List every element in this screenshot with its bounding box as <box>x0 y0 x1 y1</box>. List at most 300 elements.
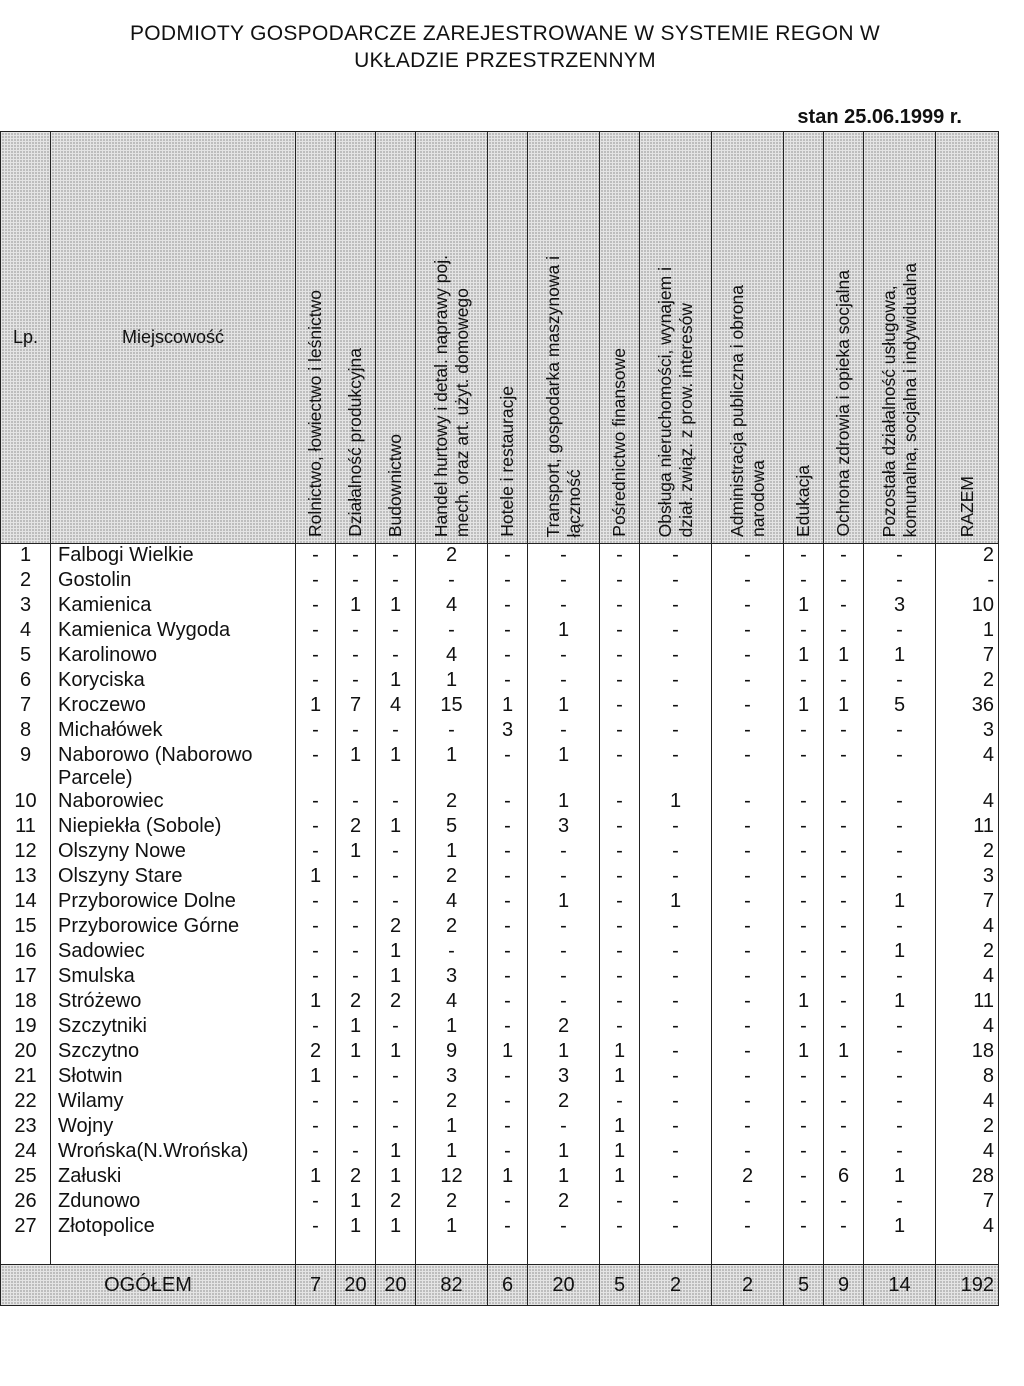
row-lp: 17 <box>1 965 51 990</box>
row-value: - <box>488 594 528 619</box>
column-total: 5 <box>600 1265 640 1306</box>
row-value: - <box>824 1140 864 1165</box>
row-value: - <box>784 669 824 694</box>
date-label: stan 25.06.1999 r. <box>797 106 962 128</box>
title-line-1: PODMIOTY GOSPODARCZE ZAREJESTROWANE W SYSTEMIE REGON W <box>129 22 881 45</box>
row-value: - <box>488 669 528 694</box>
row-value: - <box>640 544 712 570</box>
column-total: 20 <box>336 1265 376 1306</box>
row-value: - <box>712 1190 784 1215</box>
row-value: - <box>712 594 784 619</box>
row-value: - <box>824 1190 864 1215</box>
row-value: 1 <box>864 1165 936 1190</box>
row-value: 1 <box>600 1140 640 1165</box>
row-lp: 11 <box>1 815 51 840</box>
column-total: 9 <box>824 1265 864 1306</box>
row-value: - <box>488 569 528 594</box>
row-total: 2 <box>936 669 999 694</box>
table-row <box>1 1190 999 1215</box>
table-row <box>1 1165 999 1190</box>
row-value: - <box>640 1115 712 1140</box>
row-value: 1 <box>784 694 824 719</box>
row-value: - <box>824 815 864 840</box>
row-value: 1 <box>296 990 336 1015</box>
row-lp: 24 <box>1 1140 51 1165</box>
row-value: 1 <box>416 1015 488 1040</box>
row-place: Szczytno <box>51 1040 296 1065</box>
row-value: - <box>864 815 936 840</box>
row-value: - <box>336 1115 376 1140</box>
row-value: 1 <box>528 790 600 815</box>
row-value: - <box>488 915 528 940</box>
row-place: Olszyny Nowe <box>51 840 296 865</box>
row-value: - <box>600 790 640 815</box>
row-value: - <box>864 744 936 790</box>
spacer-cell <box>936 1240 999 1265</box>
table-row <box>1 544 999 570</box>
row-value: - <box>824 965 864 990</box>
row-total: 8 <box>936 1065 999 1090</box>
row-total: 10 <box>936 594 999 619</box>
row-value: - <box>640 1215 712 1240</box>
row-value: 2 <box>336 1165 376 1190</box>
row-value: 1 <box>416 840 488 865</box>
row-total: 11 <box>936 990 999 1015</box>
row-place: Szczytniki <box>51 1015 296 1040</box>
row-value: - <box>864 865 936 890</box>
header-column-4 <box>416 132 488 544</box>
row-value: 1 <box>824 1040 864 1065</box>
row-value: - <box>824 1115 864 1140</box>
row-value: 1 <box>488 1040 528 1065</box>
row-lp: 14 <box>1 890 51 915</box>
row-place: Smulska <box>51 965 296 990</box>
row-value: 1 <box>416 1215 488 1240</box>
row-total: 7 <box>936 890 999 915</box>
row-value: 1 <box>784 1040 824 1065</box>
row-value: - <box>824 619 864 644</box>
row-value: - <box>336 1065 376 1090</box>
row-value: - <box>640 965 712 990</box>
row-value: - <box>600 1215 640 1240</box>
row-value: - <box>784 1065 824 1090</box>
row-value: - <box>296 840 336 865</box>
row-value: - <box>600 915 640 940</box>
row-value: - <box>712 815 784 840</box>
row-value: - <box>296 1140 336 1165</box>
row-value: 1 <box>824 694 864 719</box>
row-value: - <box>488 1140 528 1165</box>
row-value: 1 <box>336 594 376 619</box>
row-value: - <box>376 569 416 594</box>
row-value: 3 <box>416 965 488 990</box>
row-value: - <box>784 1190 824 1215</box>
row-value: 1 <box>416 744 488 790</box>
row-value: - <box>600 965 640 990</box>
column-total: 6 <box>488 1265 528 1306</box>
row-value: - <box>600 744 640 790</box>
row-value: - <box>640 569 712 594</box>
row-place: Niepiekła (Sobole) <box>51 815 296 840</box>
row-value: - <box>640 1040 712 1065</box>
row-value: - <box>336 619 376 644</box>
row-value: 1 <box>600 1040 640 1065</box>
row-value: 1 <box>296 1065 336 1090</box>
row-value: - <box>336 719 376 744</box>
row-value: - <box>824 594 864 619</box>
row-value: - <box>864 569 936 594</box>
row-value: 1 <box>488 694 528 719</box>
header-line: Pośrednictwo finansowe <box>609 348 629 537</box>
row-value: - <box>528 915 600 940</box>
row-place: Słotwin <box>51 1065 296 1090</box>
header-line: dział. związ. z prow. interesów <box>675 302 696 537</box>
row-value: - <box>784 1215 824 1240</box>
row-value: - <box>600 694 640 719</box>
row-value: - <box>712 1215 784 1240</box>
row-lp: 5 <box>1 644 51 669</box>
row-lp: 25 <box>1 1165 51 1190</box>
row-value: 1 <box>528 1040 600 1065</box>
row-value: - <box>712 1040 784 1065</box>
row-lp: 27 <box>1 1215 51 1240</box>
row-value: 1 <box>528 694 600 719</box>
row-value: - <box>864 719 936 744</box>
row-value: 1 <box>600 1115 640 1140</box>
row-value: - <box>600 544 640 570</box>
row-value: - <box>864 1115 936 1140</box>
header-column-7 <box>600 132 640 544</box>
row-total: 18 <box>936 1040 999 1065</box>
row-value: 2 <box>376 1190 416 1215</box>
row-value: 1 <box>336 744 376 790</box>
row-value: - <box>712 694 784 719</box>
row-value: - <box>864 669 936 694</box>
row-value: - <box>376 544 416 570</box>
row-value: - <box>640 840 712 865</box>
row-value: - <box>824 1215 864 1240</box>
row-value: 1 <box>336 1190 376 1215</box>
row-value: 1 <box>864 644 936 669</box>
table-row <box>1 569 999 594</box>
row-place: Sadowiec <box>51 940 296 965</box>
row-value: - <box>528 644 600 669</box>
row-value: - <box>376 790 416 815</box>
row-value: - <box>528 594 600 619</box>
row-value: 2 <box>416 865 488 890</box>
row-value: - <box>528 1215 600 1240</box>
row-value: - <box>864 790 936 815</box>
row-value: - <box>864 1190 936 1215</box>
row-total: 4 <box>936 744 999 790</box>
table-row <box>1 840 999 865</box>
row-value: 1 <box>600 1065 640 1090</box>
row-value: - <box>824 840 864 865</box>
row-value: - <box>296 669 336 694</box>
row-value: - <box>640 719 712 744</box>
row-total: 4 <box>936 1015 999 1040</box>
row-value: - <box>712 965 784 990</box>
row-value: - <box>376 1015 416 1040</box>
column-total: 14 <box>864 1265 936 1306</box>
row-lp: 18 <box>1 990 51 1015</box>
row-total: 4 <box>936 790 999 815</box>
row-place: Olszyny Stare <box>51 865 296 890</box>
row-value: - <box>528 965 600 990</box>
header-column-label <box>543 254 585 537</box>
row-total: 4 <box>936 1215 999 1240</box>
row-value: - <box>784 544 824 570</box>
spacer-cell <box>416 1240 488 1265</box>
row-value: 1 <box>784 990 824 1015</box>
row-value: 3 <box>528 815 600 840</box>
row-value: - <box>784 744 824 790</box>
row-value: - <box>376 865 416 890</box>
row-value: - <box>600 840 640 865</box>
header-column-label <box>497 384 518 537</box>
row-value: 1 <box>376 744 416 790</box>
spacer-cell <box>784 1240 824 1265</box>
row-value: - <box>416 940 488 965</box>
row-value: - <box>640 744 712 790</box>
row-lp: 21 <box>1 1065 51 1090</box>
table-row <box>1 1115 999 1140</box>
spacer-cell <box>712 1240 784 1265</box>
row-value: 1 <box>784 594 824 619</box>
row-value: - <box>376 644 416 669</box>
row-total: 36 <box>936 694 999 719</box>
row-value: 1 <box>528 744 600 790</box>
header-line: Pozostała działalność usługowa, <box>878 285 899 537</box>
row-value: - <box>336 644 376 669</box>
table-row <box>1 865 999 890</box>
row-value: 6 <box>824 1165 864 1190</box>
header-line: Transport, gospodarka maszynowa i <box>542 255 563 537</box>
row-value: - <box>600 644 640 669</box>
row-value: - <box>600 619 640 644</box>
row-value: - <box>600 719 640 744</box>
row-place: Wilamy <box>51 1090 296 1115</box>
row-value: 5 <box>864 694 936 719</box>
row-value: - <box>376 619 416 644</box>
row-value: 15 <box>416 694 488 719</box>
column-total: 20 <box>528 1265 600 1306</box>
row-place: Naborowo (Naborowo Parcele) <box>51 744 296 790</box>
row-value: - <box>296 619 336 644</box>
header-column-12 <box>864 132 936 544</box>
row-value: 9 <box>416 1040 488 1065</box>
row-value: 1 <box>376 940 416 965</box>
row-value: 1 <box>376 1215 416 1240</box>
row-value: - <box>296 744 336 790</box>
row-value: - <box>712 1140 784 1165</box>
row-total: 7 <box>936 1190 999 1215</box>
row-value: 2 <box>296 1040 336 1065</box>
row-total: 7 <box>936 644 999 669</box>
row-value: - <box>864 1065 936 1090</box>
row-value: 2 <box>416 1090 488 1115</box>
row-place: Kamienica Wygoda <box>51 619 296 644</box>
header-column-11 <box>824 132 864 544</box>
row-lp: 13 <box>1 865 51 890</box>
row-value: - <box>640 1090 712 1115</box>
row-value: - <box>824 544 864 570</box>
header-column-10 <box>784 132 824 544</box>
row-total: 4 <box>936 965 999 990</box>
row-total: 28 <box>936 1165 999 1190</box>
row-value: 1 <box>416 1140 488 1165</box>
row-value: - <box>336 790 376 815</box>
row-value: 2 <box>416 1190 488 1215</box>
header-place: Miejscowość <box>51 132 296 544</box>
table-row <box>1 669 999 694</box>
row-value: - <box>824 890 864 915</box>
row-place: Wojny <box>51 1115 296 1140</box>
row-value: - <box>488 544 528 570</box>
row-value: - <box>600 815 640 840</box>
row-value: - <box>296 1215 336 1240</box>
row-value: - <box>488 1190 528 1215</box>
row-total: 2 <box>936 544 999 570</box>
row-value: - <box>528 1115 600 1140</box>
grand-total: 192 <box>936 1265 999 1306</box>
table-row <box>1 1040 999 1065</box>
row-place: Naborowiec <box>51 790 296 815</box>
header-column-label <box>345 346 366 537</box>
row-value: - <box>784 915 824 940</box>
row-value: - <box>824 1015 864 1040</box>
row-value: - <box>784 815 824 840</box>
row-value: 1 <box>376 1165 416 1190</box>
row-value: - <box>336 1140 376 1165</box>
spacer-cell <box>336 1240 376 1265</box>
row-value: 7 <box>336 694 376 719</box>
row-value: - <box>824 719 864 744</box>
row-value: - <box>416 569 488 594</box>
row-value: - <box>336 940 376 965</box>
row-value: - <box>712 1065 784 1090</box>
row-place: Kamienica <box>51 594 296 619</box>
row-value: - <box>296 569 336 594</box>
row-value: - <box>712 744 784 790</box>
row-value: - <box>336 890 376 915</box>
row-value: - <box>824 1090 864 1115</box>
header-column-label <box>957 474 978 537</box>
header-line: Handel hurtowy i detal. naprawy poj. <box>430 254 451 537</box>
row-total: 3 <box>936 719 999 744</box>
table-row <box>1 915 999 940</box>
row-value: - <box>296 1015 336 1040</box>
row-value: - <box>336 544 376 570</box>
row-value: - <box>784 1015 824 1040</box>
row-value: - <box>824 669 864 694</box>
row-value: 2 <box>416 544 488 570</box>
row-value: 2 <box>376 915 416 940</box>
row-value: - <box>376 890 416 915</box>
row-value: 1 <box>416 669 488 694</box>
header-line: mech. oraz art. użyt. domowego <box>451 288 472 537</box>
row-lp: 12 <box>1 840 51 865</box>
table-row <box>1 594 999 619</box>
table-row <box>1 744 999 790</box>
row-value: - <box>640 865 712 890</box>
header-line: łączność <box>563 468 584 537</box>
row-value: 2 <box>528 1015 600 1040</box>
table-row <box>1 1090 999 1115</box>
table-row <box>1 694 999 719</box>
row-value: - <box>488 1015 528 1040</box>
header-line: Edukacja <box>793 465 813 537</box>
row-lp: 22 <box>1 1090 51 1115</box>
row-lp: 10 <box>1 790 51 815</box>
row-value: - <box>864 1140 936 1165</box>
row-value: - <box>336 965 376 990</box>
row-value: 3 <box>416 1065 488 1090</box>
row-value: - <box>784 719 824 744</box>
row-value: - <box>712 644 784 669</box>
row-value: 2 <box>376 990 416 1015</box>
row-value: - <box>416 619 488 644</box>
row-value: 1 <box>640 890 712 915</box>
row-value: 1 <box>528 1165 600 1190</box>
row-value: - <box>640 619 712 644</box>
header-column-8 <box>640 132 712 544</box>
row-value: - <box>712 544 784 570</box>
header-column-2 <box>336 132 376 544</box>
row-value: - <box>600 1090 640 1115</box>
table-row <box>1 719 999 744</box>
row-lp: 1 <box>1 544 51 570</box>
header-line: Rolnictwo, łowiectwo i leśnictwo <box>305 289 325 537</box>
row-value: - <box>784 1165 824 1190</box>
row-value: 2 <box>528 1190 600 1215</box>
row-value: 1 <box>336 1015 376 1040</box>
page-title <box>0 20 1010 74</box>
row-value: - <box>712 669 784 694</box>
row-value: - <box>784 790 824 815</box>
header-line: Budownictwo <box>385 433 405 537</box>
row-value: 1 <box>376 815 416 840</box>
row-value: - <box>712 1115 784 1140</box>
row-value: - <box>712 1090 784 1115</box>
row-value: - <box>296 644 336 669</box>
row-value: - <box>712 990 784 1015</box>
row-value: - <box>488 1090 528 1115</box>
row-lp: 2 <box>1 569 51 594</box>
header-line: Ochrona zdrowia i opieka socjalna <box>833 270 853 537</box>
header-line: narodowa <box>747 460 768 537</box>
row-value: 1 <box>336 1215 376 1240</box>
table-row <box>1 1015 999 1040</box>
row-value: - <box>864 1090 936 1115</box>
row-value: - <box>640 1065 712 1090</box>
row-value: - <box>488 965 528 990</box>
row-value: 1 <box>864 890 936 915</box>
row-value: 2 <box>416 790 488 815</box>
row-value: - <box>528 569 600 594</box>
row-value: - <box>488 744 528 790</box>
row-lp: 4 <box>1 619 51 644</box>
spacer-cell <box>640 1240 712 1265</box>
row-place: Michałówek <box>51 719 296 744</box>
row-value: - <box>600 1190 640 1215</box>
row-value: - <box>640 694 712 719</box>
row-lp: 8 <box>1 719 51 744</box>
row-total: 2 <box>936 840 999 865</box>
row-value: 2 <box>528 1090 600 1115</box>
table-row <box>1 815 999 840</box>
row-lp: 20 <box>1 1040 51 1065</box>
